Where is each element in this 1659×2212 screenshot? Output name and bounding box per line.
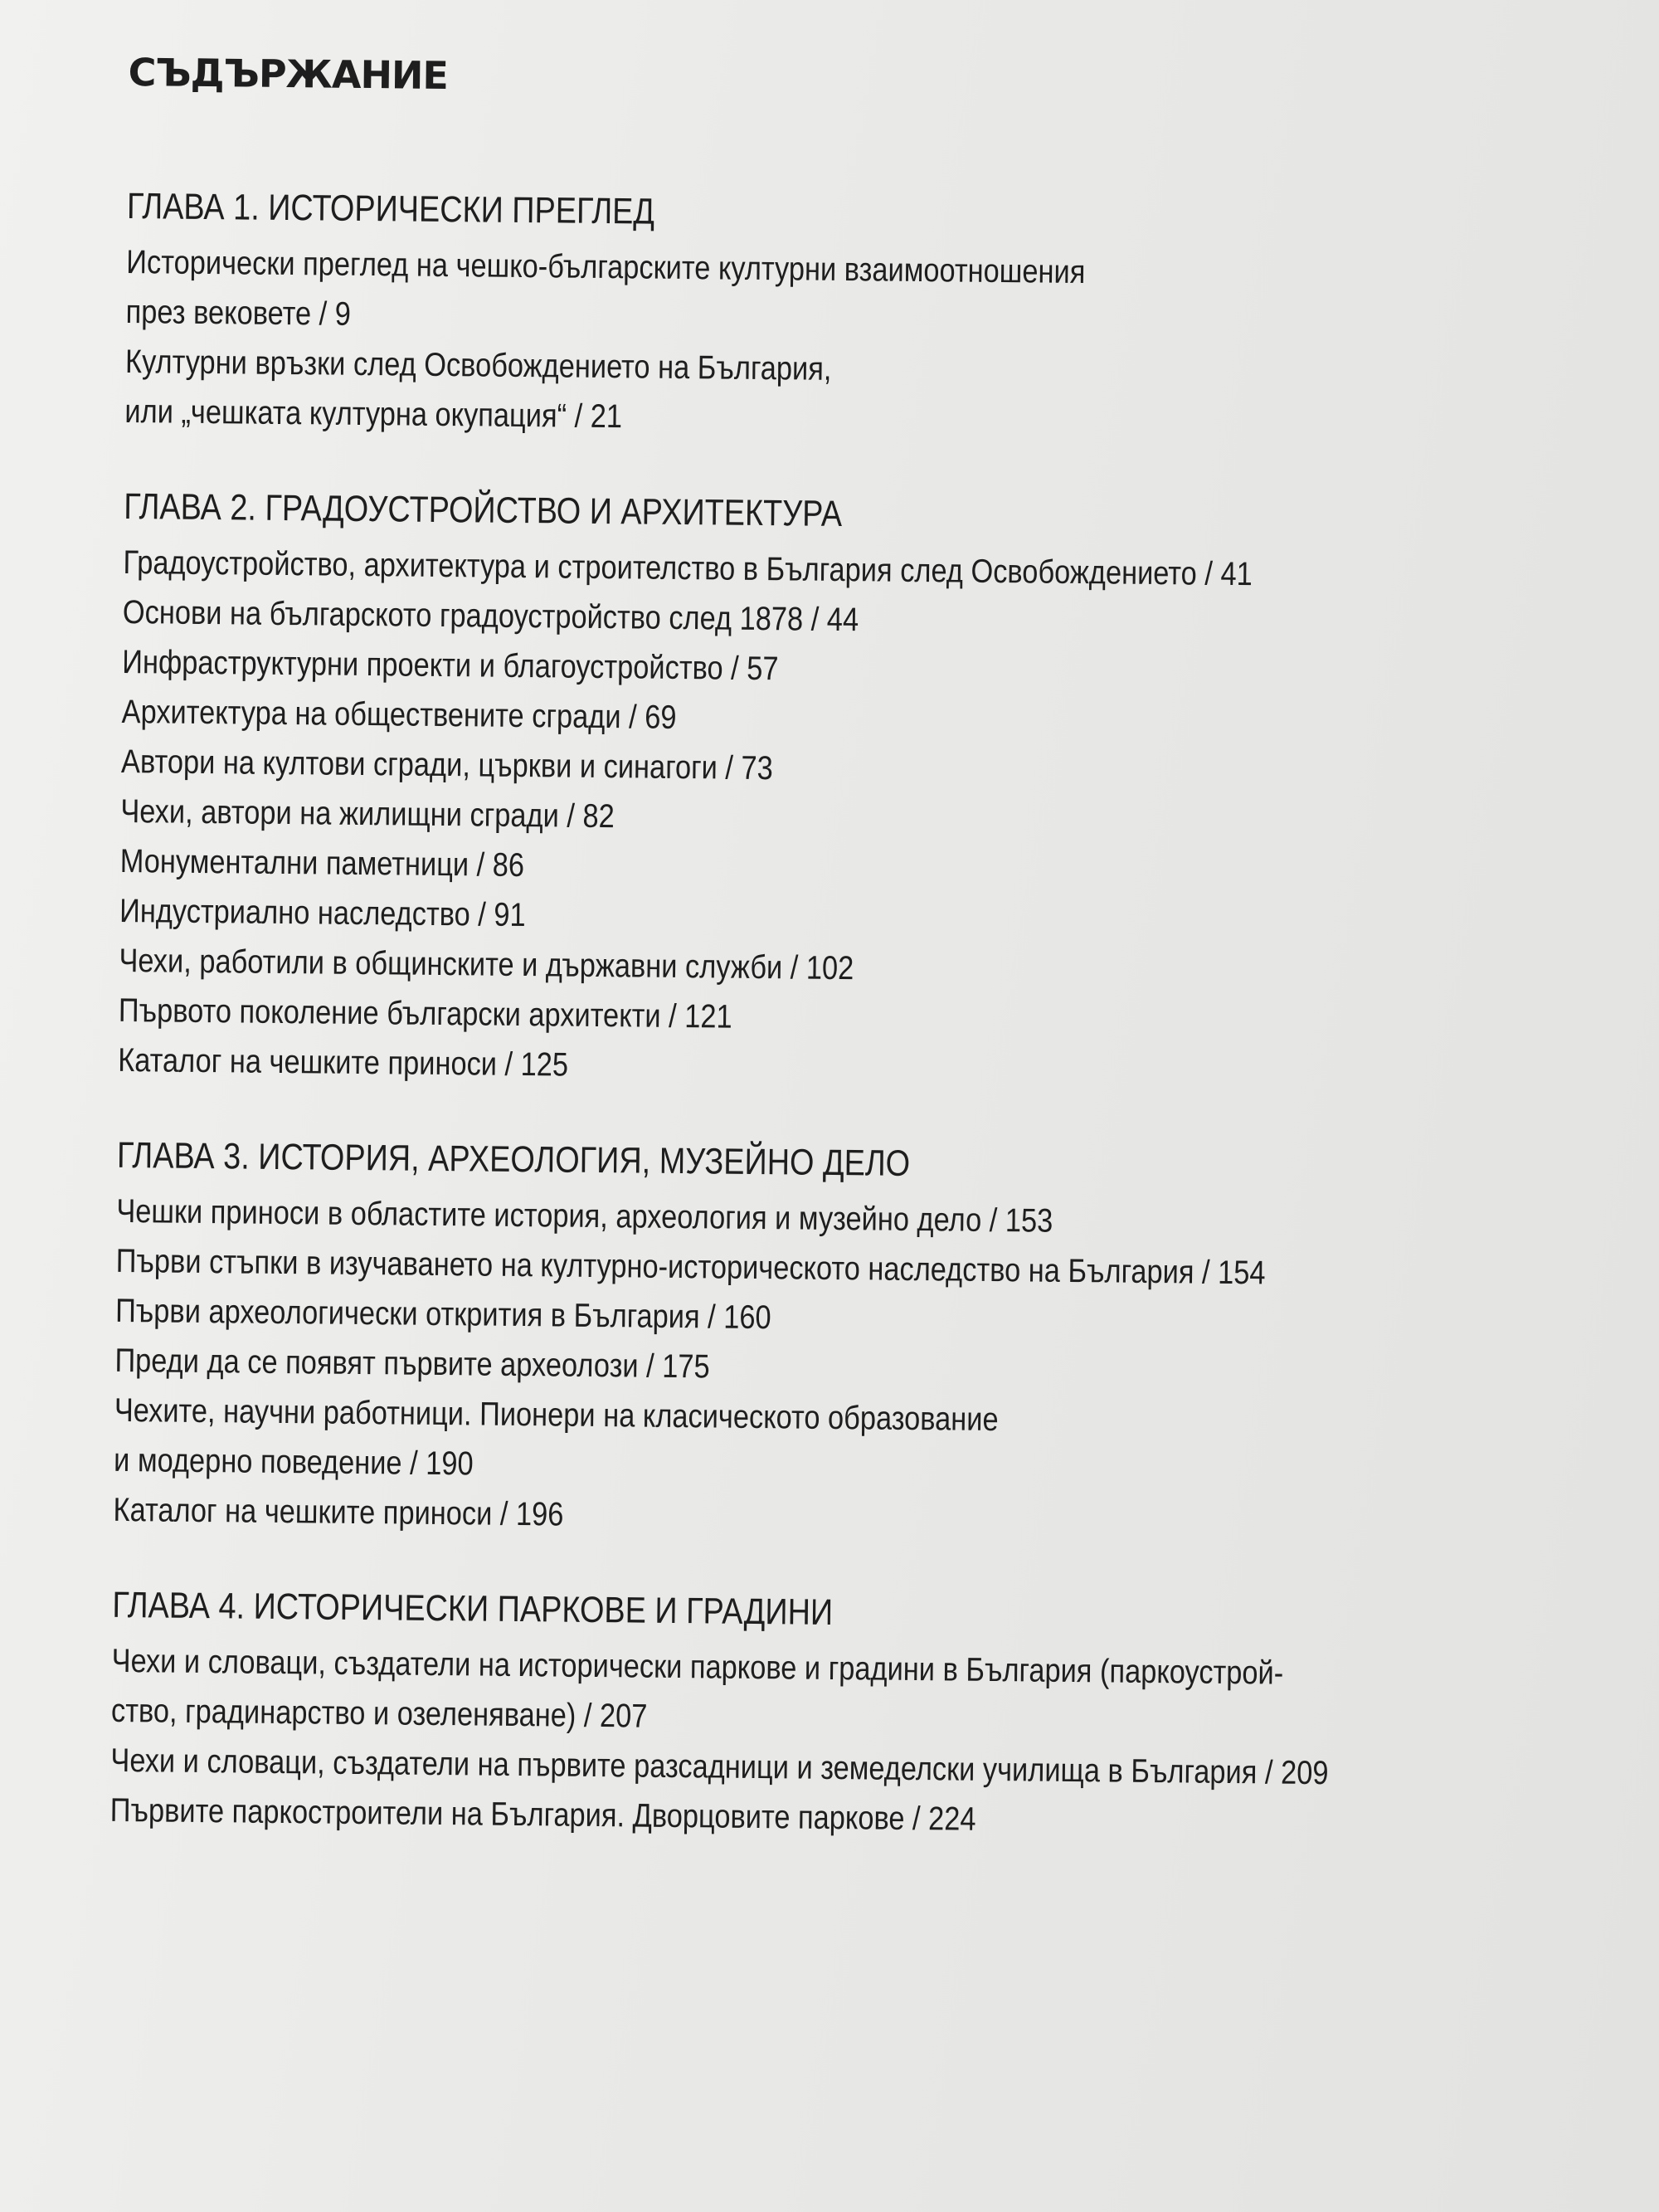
table-of-contents <box>109 50 1555 1900</box>
toc-entry-line: Чешки приноси в областите история, археология и музейно дело / 153 <box>116 1192 1053 1240</box>
toc-entry-line: Архитектура на обществените сгради / 69 <box>121 693 677 736</box>
toc-entry-line: Първи стъпки в изучаването на културно-историческото наследство на България / 154 <box>115 1242 1266 1292</box>
chapter-3 <box>113 1135 1544 1550</box>
toc-entry-line: Преди да се появят първите археолози / 175 <box>114 1342 710 1386</box>
toc-entry-line: Каталог на чешките приноси / 125 <box>118 1041 569 1084</box>
chapter-1 <box>124 186 1554 451</box>
toc-entry-line: Исторически преглед на чешко-българските културни взаимоотношения <box>126 243 1086 291</box>
toc-entry-line: Чехи, работили в общинските и държавни служби / 102 <box>119 942 854 987</box>
toc-entry-line: Първото поколение български архитекти / 121 <box>118 992 732 1035</box>
toc-entry-line: Чехите, научни работници. Пионери на класическото образование <box>114 1391 999 1439</box>
toc-entry-line: и модерно поведение / 190 <box>113 1441 474 1483</box>
toc-entry-line: или „чешката културна окупация“ / 21 <box>124 392 623 436</box>
page-title: СЪДЪРЖАНИЕ <box>128 50 449 99</box>
toc-entry-line: Чехи и словаци, създатели на първите разсадници и земеделски училища в България / 209 <box>110 1742 1329 1792</box>
chapter-4 <box>109 1585 1539 1850</box>
toc-entry <box>111 1636 1339 1748</box>
toc-entry <box>124 337 1352 449</box>
toc-entry-line: Чехи и словаци, създатели на исторически паркове и градини в България (паркоустрой- <box>111 1642 1284 1692</box>
toc-entry-line: Автори на култови сгради, църкви и синагоги / 73 <box>120 743 774 787</box>
toc-entry-line: Първи археологически открития в България / 160 <box>114 1292 771 1337</box>
toc-entry-line: Културни връзки след Освобождението на България, <box>124 343 832 387</box>
toc-entry-line: Чехи, автори на жилищни сгради / 82 <box>120 792 615 836</box>
chapter-title: ГЛАВА 1. ИСТОРИЧЕСКИ ПРЕГЛЕД <box>126 185 655 232</box>
chapter-entries <box>118 538 1550 1100</box>
toc-entry-line: Каталог на чешките приноси / 196 <box>113 1491 564 1533</box>
toc-entry-line: Първите паркостроители на България. Дворцовите паркове / 224 <box>109 1791 976 1838</box>
chapter-title: ГЛАВА 2. ГРАДОУСТРОЙСТВО И АРХИТЕКТУРА <box>123 485 843 535</box>
chapter-2 <box>118 486 1550 1100</box>
chapter-title: ГЛАВА 4. ИСТОРИЧЕСКИ ПАРКОВЕ И ГРАДИНИ <box>112 1584 834 1633</box>
toc-entry-line: през вековете / 9 <box>125 293 352 333</box>
toc-entry-line: Градоустройство, архитектура и строителство в България след Освобождението / 41 <box>123 543 1253 593</box>
chapter-entries <box>109 1636 1538 1850</box>
toc-entry-line: ство, градинарство и озеленяване) / 207 <box>110 1692 648 1735</box>
chapter-entries <box>113 1186 1543 1550</box>
toc-entry-line: Монументални паметници / 86 <box>119 842 525 884</box>
chapter-entries <box>124 237 1553 451</box>
chapter-title: ГЛАВА 3. ИСТОРИЯ, АРХЕОЛОГИЯ, МУЗЕЙНО ДЕЛО <box>116 1134 911 1184</box>
toc-entry-line: Основи на българското градоустройство след 1878 / 44 <box>122 593 859 639</box>
toc-entry-line: Индустриално наследство / 91 <box>119 892 526 934</box>
toc-entry-line: Инфраструктурни проекти и благоустройство / 57 <box>122 643 779 688</box>
toc-entry <box>114 1386 1341 1498</box>
toc-entry <box>125 237 1353 349</box>
